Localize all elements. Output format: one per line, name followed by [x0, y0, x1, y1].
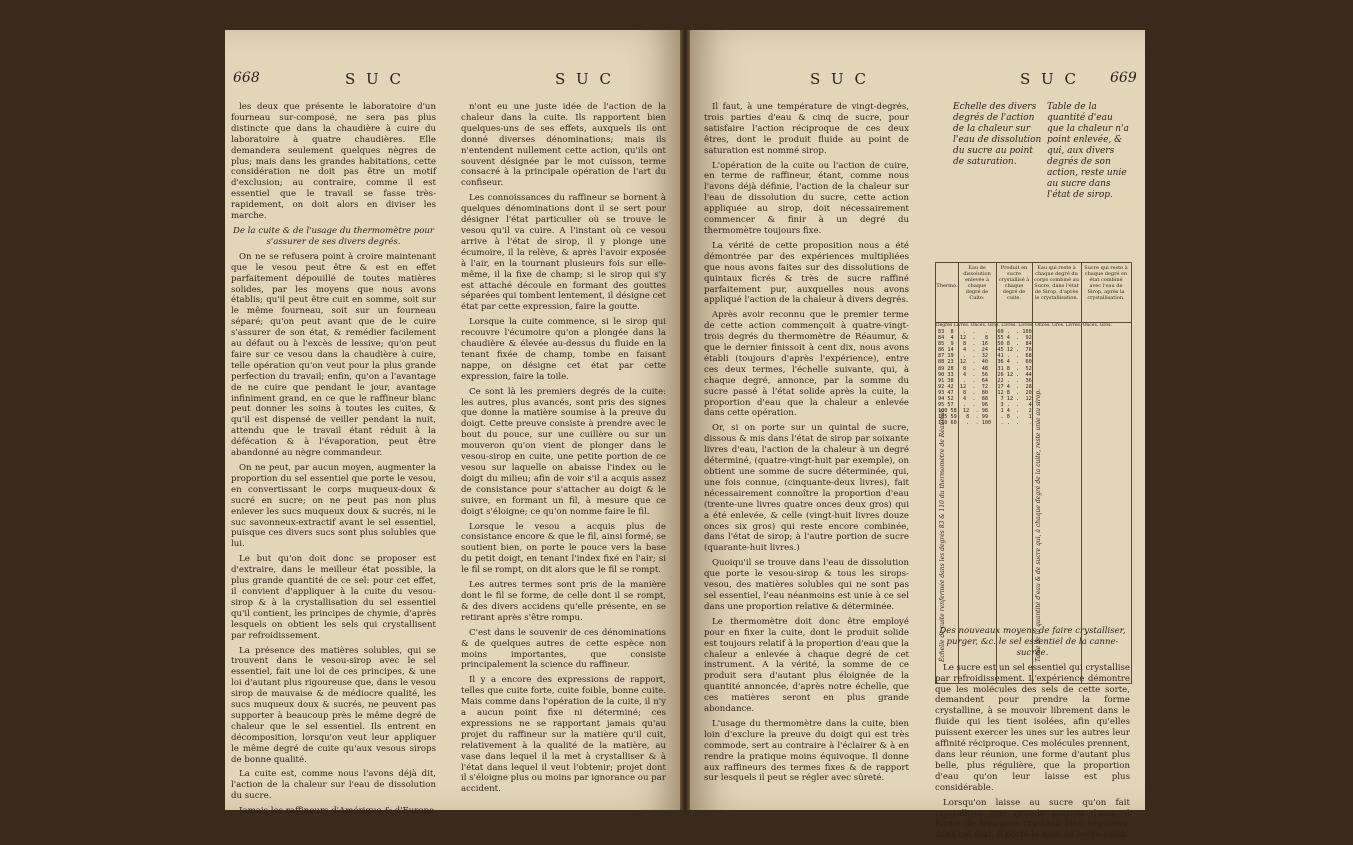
table-unit-row: Degrés Livres. Onces. Gros. Livres. Livres. Onces. Gros. Livres. Onces. Gros.	[936, 323, 1112, 328]
table-row: 94 52 4 . 88 7 12 . 12	[938, 396, 1032, 403]
book-gutter	[680, 30, 690, 810]
paragraph: les deux que présente le laboratoire d'un fourneau sur-composé, ne sera pas plus distincte que dans la chaudière à cuire du laboratoire à quatre chaudières. Elle demandera seulement quelques nègres de plus; mais dans les grandes habitations, cette considération ne doit pas être un motif d'exclusion; au contraire, comme il est essentiel que le travail se fasse très-rapidement, on doit alors en diviser les marche.	[231, 102, 436, 222]
paragraph: La vérité de cette proposition nous a été démontrée par des expériences multipliées que nous avons faites sur des dissolutions de quintaux ficrés & très de sucre raffiné parfaitement pur, auxquelles nous avons appliqué l'action de la chaleur à divers degrés.	[704, 240, 909, 306]
table-body	[938, 329, 1129, 427]
paragraph: Quoiqu'il se trouve dans l'eau de dissolution que porte le vesou-sirop & tous les sirops-vesou, des matières solubles qui ne sont pas sel essentiel, l'eau néanmoins est unie à ce sel dans une proportion relative & déterminée.	[704, 558, 909, 612]
table-row: 83 8 . . . 60 . . 100	[938, 329, 1032, 335]
paragraph: Lorsqu'on laisse au sucre qu'on fait crystalliser une grande portion d'eau, il forme de très-gros crystaux bien réguliers; dans cet état, il porte le nom de sucre candi.	[935, 797, 1130, 841]
table-grid	[935, 262, 1132, 684]
table-row: 86 14 4 . 24 45 12 . 76	[938, 347, 1032, 354]
paragraph: L'opération de la cuite ou l'action de cuire, en terme de raffineur, étant, comme nous l'avons déjà définie, l'action de la chaleur sur l'eau de dissolution du sucre, cette action appliquée au sirop, doit nécessairement commencer & finir à un degré du thermomètre toujours fixe.	[704, 160, 909, 236]
paragraph: On ne se refusera point à croire maintenant que le vesou peut être & est en effet parfaitement dépouillé de toutes matières solides, par les moyens que nous avons établis; qu'il peut être cuit en somme, soit sur le même fourneau, soit sur un fourneau séparé; qu'on peut avant que de le cuire s'assurer de son état, & remédier facilement au défaut ou à l'excès de lessive; qu'on peut faire sur ce vesou dans la chaudière à cuire, telle opération qu'on veut pour la plus grande perfection du travail; enfin, qu'on a l'avantage de ne cuire que pendant le jour, avantage infiniment grand, en ce que le raffineur blanc peut donner les soins à toutes les cuites, & qu'il est dispensé de veiller pendant la nuit, attendu que le travail étant réduit à la défécation & à l'évaporation, peut être abandonné au nègre commandeur.	[231, 251, 436, 459]
paragraph: Or, si on porte sur un quintal de sucre, dissous & mis dans l'état de sirop par soixante livres d'eau, l'action de la chaleur à un degré déterminé, (quatre-vingt-huit par exemple), on obtient une somme de sucre déterminée, qui, une fois connue, (cinquante-deux livres), fait nécessairement connoître la proportion d'eau (trente-une livres quatre onces deux gros) qui a été enlevée, & celle (vingt-huit livres douze onces six gros) qui reste encore combinée, dans l'état de sirop; à l'autre portion de sucre (quarante-huit livres.)	[704, 423, 909, 554]
right-page	[690, 30, 1145, 841]
paragraph: Le but qu'on doit donc se proposer est d'extraire, dans le meilleur état possible, la plus grande quantité de ce sel: pour cet effet, il convient d'appliquer à la cuite du vesou-sirop & à la crystallisation du sel essentiel qu'il contient, les principes de chymie, d'après lesquels on obtient les sels qui crystallisent par refroidissement.	[231, 554, 436, 641]
table-row: 88 23 12 . 40 36 4 . 60	[938, 359, 1032, 366]
paragraph: La présence des matières solubles, qui se trouvent dans le vesou-sirop avec le sel essentiel, fait une loi de ces principes, & une loi d'autant plus rigoureuse que, dans le vesou sirop de mauvaise & de médiocre qualité, les sucs muqueux doux & sucrés, ne peuvent pas supporter à beaucoup près le même degré de chaleur que le sel essentiel. Ils entrent en décomposition, lorsqu'on veut leur appliquer le même degré de cuite qu'aux vesous sirops de bonne qualité.	[231, 645, 436, 765]
table-row: 92 42 12 . 72 17 4 . 28	[938, 383, 1032, 390]
paragraph: n'ont eu une juste idée de l'action de la chaleur dans la cuite. Ils rapportent bien quelques-uns de ses effets, auxquels ils ont donné diverses dénominations; mais ils n'entendent nullement cette action, qu'ils ont souvent désignée par le mot cuisson, terme consacré à la principale opération de l'art du confiseur.	[461, 102, 666, 189]
left-column-2	[461, 102, 666, 799]
left-page	[225, 30, 680, 817]
left-running-head-col2: S U C	[555, 70, 614, 88]
table-row: 85 9 8 . 16 50 8 . 84	[938, 341, 1032, 348]
table-header: Thermo. Eau de dissolution enlevée à chaque degré de Cuite. Produit en sucre crystallisé à chaque degré de cuite. Eau qui reste à chaque degré du corps combiné au Sucre, dans l'état de Sirop, d'après le crystallisation. Sucre qui reste à chaque degré en état combiné avec l'eau de Sirop, après la crystallisation.	[936, 263, 1131, 323]
table-row: 89 28 8 . 48 31 8 . 52	[938, 365, 1032, 372]
paragraph: Le thermomètre doit donc être employé pour en fixer la cuite, dont le produit solide est toujours relatif à la proportion d'eau que la chaleur a enlevée à chaque degré de cet instrument. A la vérité, la somme de ce produit sera d'autant plus éloignée de la quantité annoncée, d'après notre échelle, que ces matières seront en plus grande abondance.	[704, 616, 909, 715]
table-row: 110 60 . . 100 . . . .	[938, 420, 1032, 427]
paragraph: Les autres termes sont pris de la manière dont le fil se forme, de celle dont il se rompt, & des divers accidens qu'elle présente, en se retirant après s'être rompu.	[461, 580, 666, 623]
paragraph: Il faut, à une température de vingt-degrés, trois parties d'eau & cinq de sucre, pour satisfaire l'action réciproque de ces deux êtres, dont le produit fluide au point de saturation est nommé sirop.	[704, 102, 909, 156]
right-page-number: 669	[1110, 70, 1137, 86]
table-caption-left: Echelle des divers degrés de l'action de la chaleur sur l'eau de dissolution du sucre au point de saturation.	[953, 102, 1042, 167]
paragraph: La cuite est, comme nous l'avons déjà dit, l'action de la chaleur sur l'eau de dissolution du sucre.	[231, 769, 436, 802]
section-title: Des nouveaux moyens de faire crystalliser, purger, &c. le sel essentiel de la canne-sucrée.	[939, 626, 1126, 658]
table-row: 100 58 12 . 98 1 4 . 2	[938, 408, 1032, 415]
sugar-scale-table	[935, 102, 1130, 662]
left-column-1	[231, 102, 436, 821]
paragraph: Les connoissances du raffineur se bornent à quelques dénominations dont il se sert pour désigner l'état particulier où se trouve le vesou qu'il va cuire. A l'instant où ce vesou arrive à l'état de sirop, il y plonge une écumoire, il la relève, & après l'avoir exposée à l'air, en la tournant plusieurs fois sur elle-même, il la fixe de champ; si le sirop qui s'y est attaché découle en formant des gouttes séparées qui tombent lentement, il désigne cet état par cette expression, faire la goutte.	[461, 193, 666, 313]
right-running-head-col2: S U C	[1020, 70, 1079, 88]
table-row: 105 59 8 . 99 . 8 . 1	[938, 414, 1032, 421]
table-row: 90 33 4 . 56 26 12 . 44	[938, 371, 1032, 378]
table-caption-right: Table de la quantité d'eau que la chaleur n'a point enlevée, & qui, aux divers degrés de son action, reste unie au sucre dans l'état de sirop.	[1047, 102, 1129, 200]
paragraph: Après avoir reconnu que le premier terme de cette action commençoit à quatre-vingt-trois degrés du thermomètre de Réaumur, & que le dernier finissoit à cent dix, nous avons établi (toujours d'après l'expérience), entre ces deux termes, l'échelle suivante, qui, à chaque degré, annonce, par la somme du sucre passé à l'état solide après la cuite, la proportion d'eau que la chaleur a enlevée dans cette opération.	[704, 310, 909, 419]
section-title: De la cuite & de l'usage du thermomètre pour s'assurer de ses divers degrés.	[232, 225, 435, 247]
table-row: 93 47 8 . 80 12 8 . 20	[938, 389, 1032, 396]
paragraph: Ce sont là les premiers degrés de la cuite: les autres, plus avancés, sont pris des signes que donne la matière soumise à la preuve du doigt. Cette preuve consiste à prendre avec le bout du pouce, sur une cuillère ou sur un mouveron qu'on vient de plonger dans le vesou-sirop en cuite, une petite portion de ce vesou sur laquelle on abaisse l'index ou le doigt du milieu; afin de voir s'il a acquis assez de consistance pour s'attacher au doigt & le suivre, en formant un fil, à mesure que ce doigt s'éloigne; ce qu'on nomme faire le fil.	[461, 386, 666, 517]
paragraph: Lorsque la cuite commence, si le sirop qui recouvre l'écumoire qu'on a plongée dans la chaudière & élevée au-dessus du fluide en la tenant fixée de champ, tombe en faisant nappe, on désigne cet état par cette expression, faire la toile.	[461, 317, 666, 382]
paragraph: C'est dans le souvenir de ces dénominations & de quelques autres de cette espèce non moins importantes, que consiste principalement la science du raffineur.	[461, 627, 666, 671]
table-side-note-left: Échelle de cuite renfermée dans les degrés 83 & 110 du thermomètre de Réaumur.	[939, 408, 946, 662]
paragraph: Lorsque le vesou a acquis plus de consistance encore & que le fil, ainsi formé, se soutient bien, on porte le pouce vers la base du petit doigt, en tenant l'index fixé en l'air; si le fil se rompt, on dit alors que le fil se rompt.	[461, 521, 666, 576]
table-row: 91 38 . . 64 22 . . 36	[938, 377, 1032, 384]
table-row: 87 19 . . 32 41 . . 68	[938, 353, 1032, 360]
paragraph: Jamais les raffineurs d'Amérique & d'Europe	[239, 806, 435, 817]
paragraph: On ne peut, par aucun moyen, augmenter la proportion du sel essentiel que porte le vesou, en convertissant le corps muqueux-doux & sucré en sucre; on ne peut pas non plus enlever les sucs muqueux doux & sucrés, ni le suc savonneux-extractif avant le sel essentiel, puisque ces divers sucs sont plus solubles que lui.	[231, 463, 436, 550]
paragraph: L'usage du thermomètre dans la cuite, bien loin d'exclure la preuve du doigt qui est très commode, sert au contraire à l'éclairer & à en rendre la pratique moins équivoque. Il donne aux raffineurs des termes fixes & de rapport sur lesquels il peut se régler avec sûreté.	[704, 718, 909, 784]
paragraph: Il y a encore des expressions de rapport, telles que cuite forte, cuite foible, bonne cuite. Mais comme dans l'opération de la cuite, il n'y a aucun point fixe ni déterminé; ces expressions ne se rapportant jamais qu'au projet du raffineur sur la matière qu'il cuit, relativement à la qualité de la matière, au vase dans lequel il la met à crystalliser & à l'état dans lequel il veut l'obtenir; projet dont il s'éloigne plus ou moins par ignorance ou par accident.	[461, 675, 666, 795]
table-row: 95 57 . . 96 3 . . 4	[938, 402, 1032, 409]
right-column-1	[704, 102, 909, 788]
right-column-2	[935, 622, 1130, 845]
left-running-head: S U C	[345, 70, 404, 88]
table-row: 84 4 12 . 8 55 4 . 92	[938, 335, 1032, 342]
right-running-head: S U C	[810, 70, 869, 88]
left-page-number: 668	[233, 70, 260, 86]
paragraph: Le sucre est un sel essentiel qui crystallise par refroidissement. L'expérience démontre que les molécules des sels de cette sorte, demandent pour prendre la forme crystalline, à se mouvoir librement dans le fluide qui les tient isolées, afin qu'elles puissent exercer les unes sur les autres leur affinité réciproque. Ces molécules prennent, dans leur réunion, une forme d'autant plus belle, plus régulière, que la proportion d'eau qu'on leur laisse est plus considérable.	[935, 662, 1130, 793]
table-side-note-right: Table de la quantité d'eau & de sucre qui, à chaque degré de la cuite, reste unie au sirop.	[1035, 388, 1042, 662]
